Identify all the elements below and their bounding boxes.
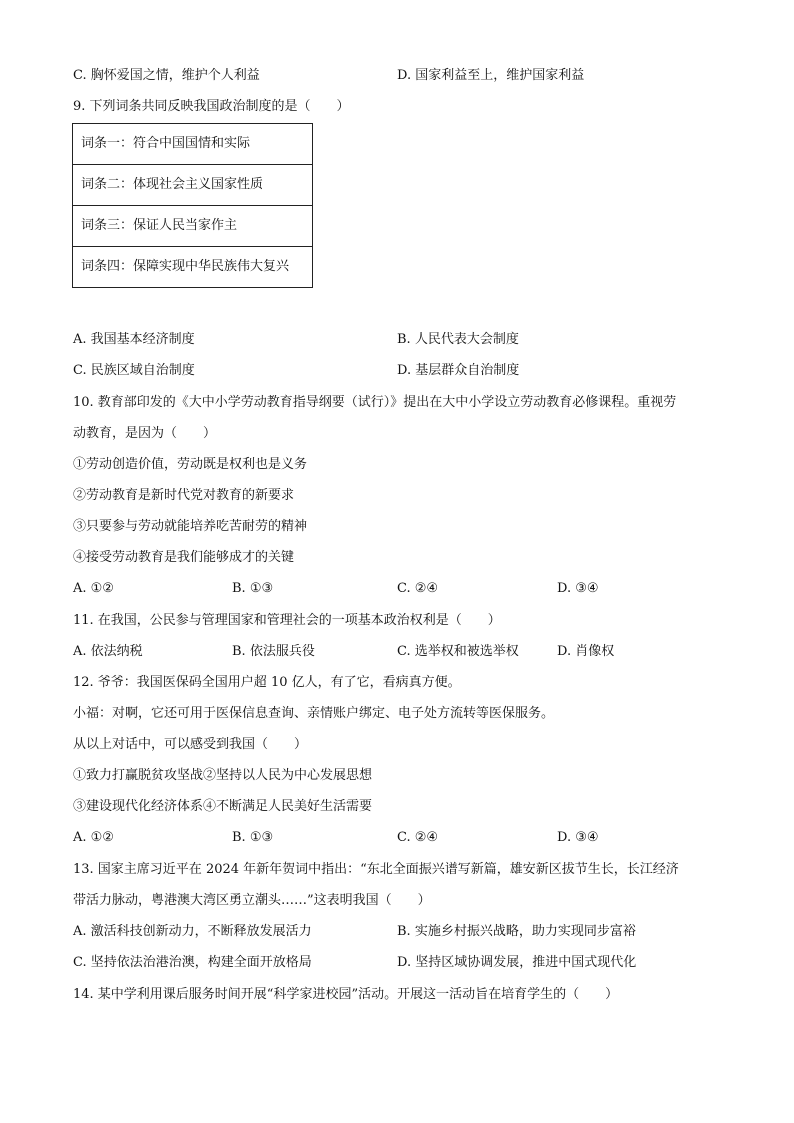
q10-option-a: A. ①② [73, 581, 114, 596]
q9-option-a: A. 我国基本经济制度 [73, 332, 195, 347]
q12-option-c: C. ②④ [397, 830, 439, 845]
q12-stem-line2: 小福：对啊，它还可用于医保信息查询、亲情账户绑定、电子处方流转等医保服务。 [73, 706, 555, 721]
q12-stem-line3: 从以上对话中，可以感受到我国（ ） [73, 737, 308, 752]
q9-option-d: D. 基层群众自治制度 [397, 363, 520, 378]
q14-stem: 14. 某中学利用课后服务时间开展“科学家进校园”活动。开展这一活动旨在培育学生的（ ） [73, 987, 619, 1002]
q10-statement-2: ②劳动教育是新时代党对教育的新要求 [73, 488, 295, 503]
q9-term-2: 词条二：体现社会主义国家性质 [73, 165, 313, 206]
q11-option-d: D. 肖像权 [557, 644, 615, 659]
q11-stem: 11. 在我国，公民参与管理国家和管理社会的一项基本政治权利是（ ） [73, 613, 501, 628]
q9-option-c: C. 民族区域自治制度 [73, 363, 195, 378]
q10-statement-1: ①劳动创造价值，劳动既是权利也是义务 [73, 457, 308, 472]
q13-option-d: D. 坚持区域协调发展，推进中国式现代化 [397, 955, 637, 970]
q12-statement-1: ①致力打赢脱贫攻坚战②坚持以人民为中心发展思想 [73, 768, 373, 783]
q9-option-b: B. 人民代表大会制度 [397, 332, 519, 347]
q13-option-a: A. 激活科技创新动力，不断释放发展活力 [73, 924, 312, 939]
q9-term-1: 词条一：符合中国国情和实际 [73, 124, 313, 165]
q12-option-b: B. ①③ [232, 830, 274, 845]
q13-option-b: B. 实施乡村振兴战略，助力实现同步富裕 [397, 924, 636, 939]
q13-stem-line1: 13. 国家主席习近平在 2024 年新年贺词中指出：“东北全面振兴谱写新篇，雄安新区拔节生长，长江经济 [73, 862, 679, 877]
q10-statement-4: ④接受劳动教育是我们能够成才的关键 [73, 550, 295, 565]
q13-option-c: C. 坚持依法治港治澳，构建全面开放格局 [73, 955, 312, 970]
q9-terms-table [72, 123, 313, 288]
q13-stem-line2: 带活力脉动，粤港澳大湾区勇立潮头……”这表明我国（ ） [73, 893, 431, 908]
q11-option-b: B. 依法服兵役 [232, 644, 315, 659]
q10-option-c: C. ②④ [397, 581, 439, 596]
q10-option-d: D. ③④ [557, 581, 599, 596]
q9-stem: 9. 下列词条共同反映我国政治制度的是（ ） [73, 99, 350, 114]
q12-statement-2: ③建设现代化经济体系④不断满足人民美好生活需要 [73, 799, 373, 814]
q10-stem-line2: 动教育，是因为（ ） [73, 426, 217, 441]
q10-stem-line1: 10. 教育部印发的《大中小学劳动教育指导纲要（试行）》提出在大中小学设立劳动教育必修课程。重视劳 [73, 395, 677, 410]
q12-option-d: D. ③④ [557, 830, 599, 845]
q8-option-c: C. 胸怀爱国之情，维护个人利益 [73, 68, 260, 83]
q10-statement-3: ③只要参与劳动就能培养吃苦耐劳的精神 [73, 519, 308, 534]
q12-stem-line1: 12. 爷爷：我国医保码全国用户超 10 亿人，有了它，看病真方便。 [73, 675, 461, 690]
q11-option-c: C. 选举权和被选举权 [397, 644, 519, 659]
q12-option-a: A. ①② [73, 830, 114, 845]
q9-term-3: 词条三：保证人民当家作主 [73, 206, 313, 247]
q9-term-4: 词条四：保障实现中华民族伟大复兴 [73, 247, 313, 288]
q10-option-b: B. ①③ [232, 581, 274, 596]
q11-option-a: A. 依法纳税 [73, 644, 143, 659]
q8-option-d: D. 国家利益至上，维护国家利益 [397, 68, 585, 83]
